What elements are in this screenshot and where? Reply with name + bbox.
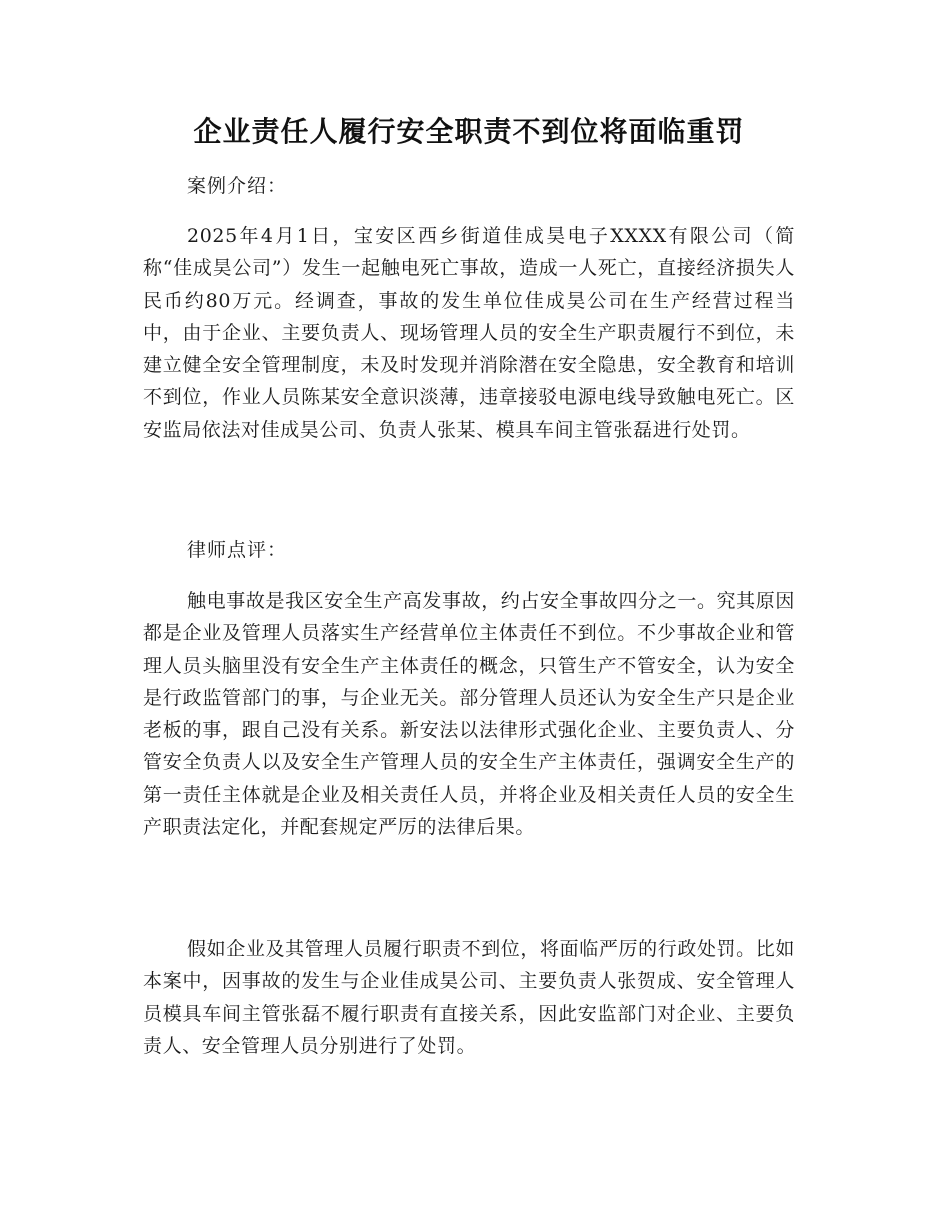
lawyer-comment-paragraph-1: 触电事故是我区安全生产高发事故，约占安全事故四分之一。究其原因都是企业及管理人员落实生产经营单位主体责任不到位。不少事故企业和管理人员头脑里没有安全生产主体责任的概念，只管生产不管安全，认为安全是行政监管部门的事，与企业无关。部分管理人员还认为安全生产只是企业老板的事，跟自己没有关系。新安法以法律形式强化企业、主要负责人、分管安全负责人以及安全生产管理人员的安全生产主体责任，强调安全生产的第一责任主体就是企业及相关责任人员，并将企业及相关责任人员的安全生产职责法定化，并配套规定严厉的法律后果。 xyxy=(143,590,795,839)
document-title: 企业责任人履行安全职责不到位将面临重罚 xyxy=(193,115,745,148)
lawyer-comment-paragraph-2: 假如企业及其管理人员履行职责不到位，将面临严厉的行政处罚。比如本案中，因事故的发生与企业佳成昊公司、主要负责人张贺成、安全管理人员模具车间主管张磊不履行职责有直接关系，因此安监部门对企业、主要负责人、安全管理人员分别进行了处罚。 xyxy=(143,938,795,1057)
case-intro-label: 案例介绍： xyxy=(187,175,288,197)
case-intro-paragraph: 2025年4月1日，宝安区西乡街道佳成昊电子XXXX有限公司（简称“佳成昊公司”）发生一起触电死亡事故，造成一人死亡，直接经济损失人民币约80万元。经调查，事故的发生单位佳成昊公司在生产经营过程当中，由于企业、主要负责人、现场管理人员的安全生产职责履行不到位，未建立健全安全管理制度，未及时发现并消除潜在安全隐患，安全教育和培训不到位，作业人员陈某安全意识淡薄，违章接驳电源电线导致触电死亡。区安监局依法对佳成昊公司、负责人张某、模具车间主管张磊进行处罚。 xyxy=(143,225,795,441)
lawyer-comment-label: 律师点评： xyxy=(187,539,288,561)
